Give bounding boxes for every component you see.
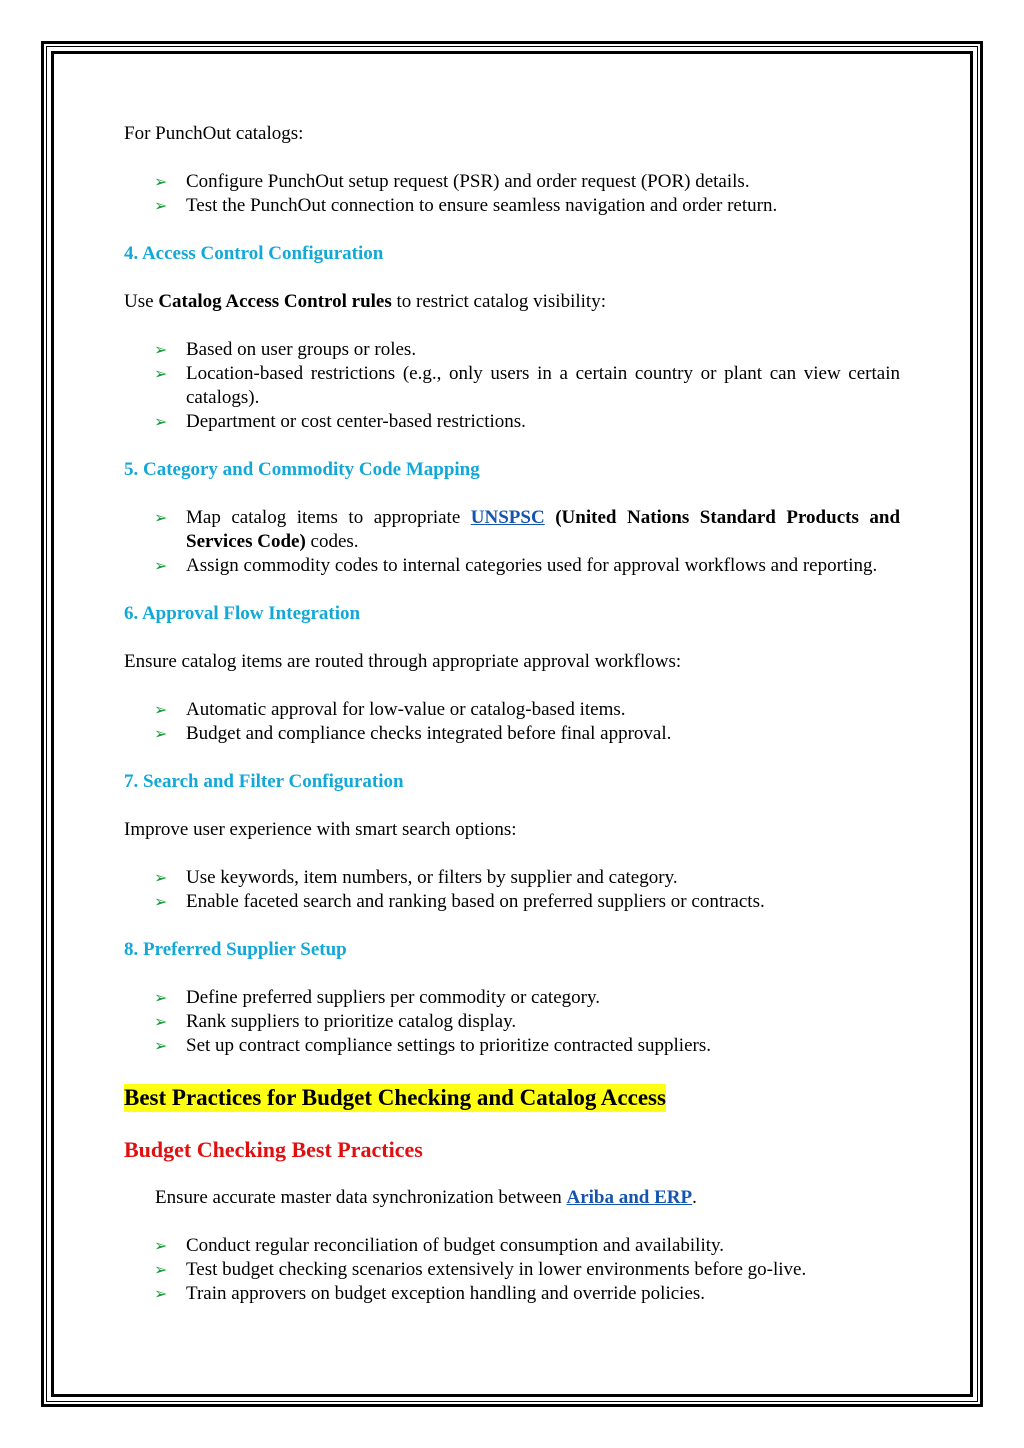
list-item: ➢ Enable faceted search and ranking based on preferred suppliers or contracts.	[154, 891, 765, 912]
arrow-bullet-icon: ➢	[154, 988, 168, 1007]
list-item: ➢ Rank suppliers to prioritize catalog display.	[154, 1011, 517, 1032]
best-practices-title: Best Practices for Budget Checking and Catalog Access	[124, 1085, 666, 1110]
section-heading-preferred-supplier: 8. Preferred Supplier Setup	[124, 939, 347, 960]
access-control-lead: Use Catalog Access Control rules to restrict catalog visibility:	[124, 291, 606, 312]
arrow-bullet-icon: ➢	[154, 172, 168, 191]
preferred-supplier-list	[124, 986, 900, 1058]
list-item: ➢ Set up contract compliance settings to prioritize contracted suppliers.	[154, 1035, 711, 1056]
arrow-bullet-icon: ➢	[154, 340, 168, 359]
approval-flow-lead: Ensure catalog items are routed through appropriate approval workflows:	[124, 651, 682, 672]
ariba-erp-link[interactable]: Ariba and ERP	[566, 1187, 693, 1208]
unspsc-link[interactable]: UNSPSC	[470, 507, 545, 528]
access-control-list	[124, 338, 900, 434]
search-filter-lead: Improve user experience with smart search options:	[124, 819, 517, 840]
list-item: ➢ Map catalog items to appropriate UNSPSC (United Nations Standard Products and Services Code) codes.	[154, 507, 901, 552]
list-item: ➢ Test the PunchOut connection to ensure seamless navigation and order return.	[154, 195, 778, 216]
list-item: ➢ Conduct regular reconciliation of budget consumption and availability.	[154, 1235, 725, 1256]
budget-checking-list	[124, 1234, 900, 1306]
arrow-bullet-icon: ➢	[154, 508, 168, 527]
section-heading-approval-flow: 6. Approval Flow Integration	[124, 603, 361, 624]
arrow-bullet-icon: ➢	[154, 724, 168, 743]
arrow-bullet-icon: ➢	[154, 868, 168, 887]
list-item: ➢ Department or cost center-based restrictions.	[154, 411, 526, 432]
arrow-bullet-icon: ➢	[154, 1012, 168, 1031]
list-item: ➢ Train approvers on budget exception handling and override policies.	[154, 1283, 706, 1304]
list-item: ➢ Configure PunchOut setup request (PSR) and order request (POR) details.	[154, 171, 750, 192]
arrow-bullet-icon: ➢	[154, 364, 168, 383]
punchout-list	[124, 170, 900, 218]
list-item: ➢ Use keywords, item numbers, or filters by supplier and category.	[154, 867, 678, 888]
section-heading-search-filter: 7. Search and Filter Configuration	[124, 771, 404, 792]
punchout-intro: For PunchOut catalogs:	[124, 123, 304, 144]
arrow-bullet-icon: ➢	[154, 1260, 168, 1279]
list-item: ➢ Based on user groups or roles.	[154, 339, 417, 360]
list-item: ➢ Assign commodity codes to internal categories used for approval workflows and reporting.	[154, 555, 878, 576]
best-practices-title-row	[124, 1084, 900, 1112]
document-body	[124, 122, 900, 1306]
arrow-bullet-icon: ➢	[154, 556, 168, 575]
category-mapping-list	[124, 506, 900, 578]
arrow-bullet-icon: ➢	[154, 892, 168, 911]
approval-flow-list	[124, 698, 900, 746]
arrow-bullet-icon: ➢	[154, 1284, 168, 1303]
arrow-bullet-icon: ➢	[154, 1236, 168, 1255]
list-item: ➢ Location-based restrictions (e.g., only users in a certain country or plant can view certain catalogs).	[154, 363, 900, 408]
arrow-bullet-icon: ➢	[154, 412, 168, 431]
list-item: ➢ Test budget checking scenarios extensively in lower environments before go-live.	[154, 1259, 807, 1280]
section-heading-category-mapping: 5. Category and Commodity Code Mapping	[124, 459, 480, 480]
budget-checking-heading: Budget Checking Best Practices	[124, 1137, 423, 1162]
list-item: ➢ Automatic approval for low-value or catalog-based items.	[154, 699, 626, 720]
search-filter-list	[124, 866, 900, 914]
budget-lead: Ensure accurate master data synchronization between Ariba and ERP.	[155, 1187, 697, 1208]
arrow-bullet-icon: ➢	[154, 1036, 168, 1055]
list-item: ➢ Budget and compliance checks integrated before final approval.	[154, 723, 672, 744]
arrow-bullet-icon: ➢	[154, 196, 168, 215]
arrow-bullet-icon: ➢	[154, 700, 168, 719]
section-heading-access-control: 4. Access Control Configuration	[124, 243, 384, 264]
list-item: ➢ Define preferred suppliers per commodity or category.	[154, 987, 600, 1008]
